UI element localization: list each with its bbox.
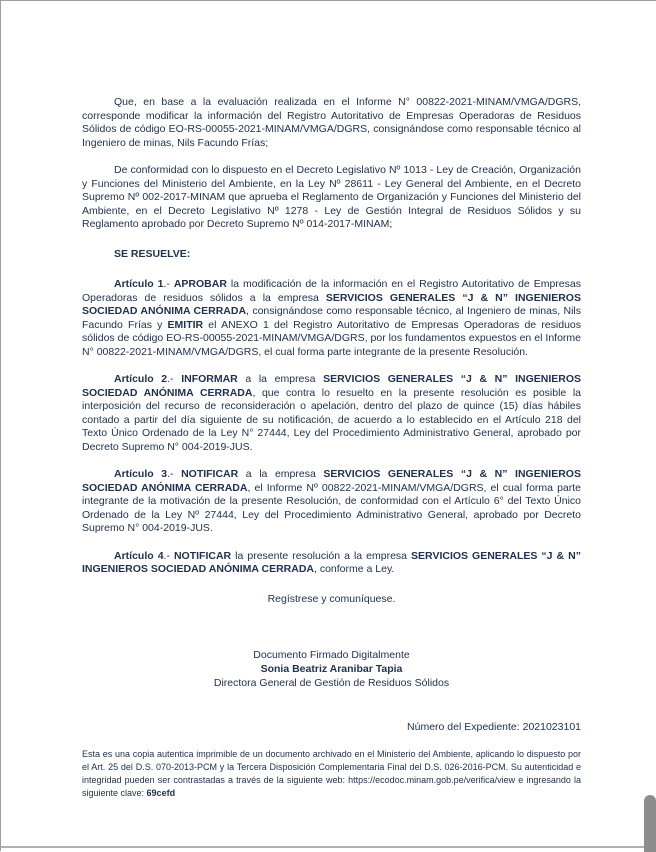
signature-block	[82, 648, 581, 690]
se-resuelve-heading: SE RESUELVE:	[114, 247, 191, 260]
expediente-number: Número del Expediente: 2021023101	[407, 721, 581, 733]
articulo-4-paragraph: Artículo 4.- NOTIFICAR la presente resolución a la empresa SERVICIOS GENERALES “J & N” INGENIEROS SOCIEDAD ANÓNIMA CERRADA, conforme a Ley.	[82, 549, 581, 575]
digital-signature-note: Documento Firmado Digitalmente	[253, 649, 410, 661]
legal-basis-paragraph: De conformidad con lo dispuesto en el Decreto Legislativo Nº 1013 - Ley de Creación, Organización y Funciones del Ministerio del Ambiente, en la Ley Nº 28611 - Ley General del Ambiente, en el Decreto Supremo Nº 002-2017-MINAM que aprueba el Reglamento de Organización y Funciones del Ministerio del Ambiente, en el Decreto Legislativo Nº 1278 - Ley de Gestión Integral de Residuos Sólidos y su Reglamento aprobado por Decreto Supremo Nº 014-2017-MINAM;	[82, 164, 581, 230]
authenticity-footer-text: Esta es una copia autentica imprimible de un documento archivado en el Ministerio del Ambiente, aplicando lo dispuesto por el Art. 25 del D.S. 070-2013-PCM y la Tercera Disposición Complementaria Final del D.S. 026-2016-PCM. Su autenticidad e integridad pueden ser contrastadas a través de la siguiente web: https://ecodoc.minam.gob.pe/verifica/view e ingresando la siguiente clave: 69cefd	[82, 748, 581, 798]
vertical-scrollbar[interactable]	[643, 1, 656, 852]
scrollbar-thumb[interactable]	[644, 795, 656, 852]
articulo-2-paragraph: Artículo 2.- INFORMAR a la empresa SERVICIOS GENERALES “J & N” INGENIEROS SOCIEDAD ANÓNIMA CERRADA, que contra lo resuelto en la presente resolución es posible la interposición del recurso de reconsideración o apelación, dentro del plazo de quince (15) días hábiles contado a partir del día siguiente de su notificación, de acuerdo a lo establecido en el Artículo 218 del Texto Único Ordenado de la Ley N° 27444, Ley del Procedimiento Administrativo General, aprobado por Decreto Supremo N° 004-2019-JUS.	[82, 373, 581, 453]
signatory-name: Sonia Beatriz Aranibar Tapia	[260, 663, 403, 675]
page-bottom-border	[1, 846, 656, 848]
signatory-title: Directora General de Gestión de Residuos Sólidos	[213, 677, 450, 689]
opening-clause-paragraph: Que, en base a la evaluación realizada en el Informe N° 00822-2021-MINAM/VMGA/DGRS, corresponde modificar la información del Registro Autoritativo de Empresas Operadoras de Residuos Sólidos de código EO-RS-00055-2021-MINAM/VMGA/DGRS, consignándose como responsable técnico al Ingeniero de minas, Nils Facundo Frías;	[82, 96, 581, 149]
articulo-1-paragraph: Artículo 1.- APROBAR la modificación de la información en el Registro Autoritativo de Empresas Operadoras de residuos sólidos a la empresa SERVICIOS GENERALES “J & N” INGENIEROS SOCIEDAD ANÓNIMA CERRADA, consignándose como responsable técnico, al Ingeniero de minas, Nils Facundo Frías y EMITIR el ANEXO 1 del Registro Autoritativo de Empresas Operadoras de residuos sólidos de código EO-RS-00055-2021-MINAM/VMGA/DGRS, por los fundamentos expuestos en el Informe N° 00822-2021-MINAM/VMGA/DGRS, el cual forma parte integrante de la presente Resolución.	[82, 278, 582, 358]
document-body	[82, 1, 581, 800]
articulo-3-paragraph: Artículo 3.- NOTIFICAR a la empresa SERVICIOS GENERALES “J & N” INGENIEROS SOCIEDAD ANÓNIMA CERRADA, el Informe Nº 00822-2021-MINAM/VMGA/DGRS, el cual forma parte integrante de la motivación de la presente Resolución, de conformidad con el Artículo 6° del Texto Único Ordenado de la Ley Nº 27444, Ley del Procedimiento Administrativo General, aprobado por Decreto Supremo N° 004-2019-JUS.	[82, 468, 582, 534]
closing-formula: Regístrese y comuníquese.	[267, 592, 396, 605]
